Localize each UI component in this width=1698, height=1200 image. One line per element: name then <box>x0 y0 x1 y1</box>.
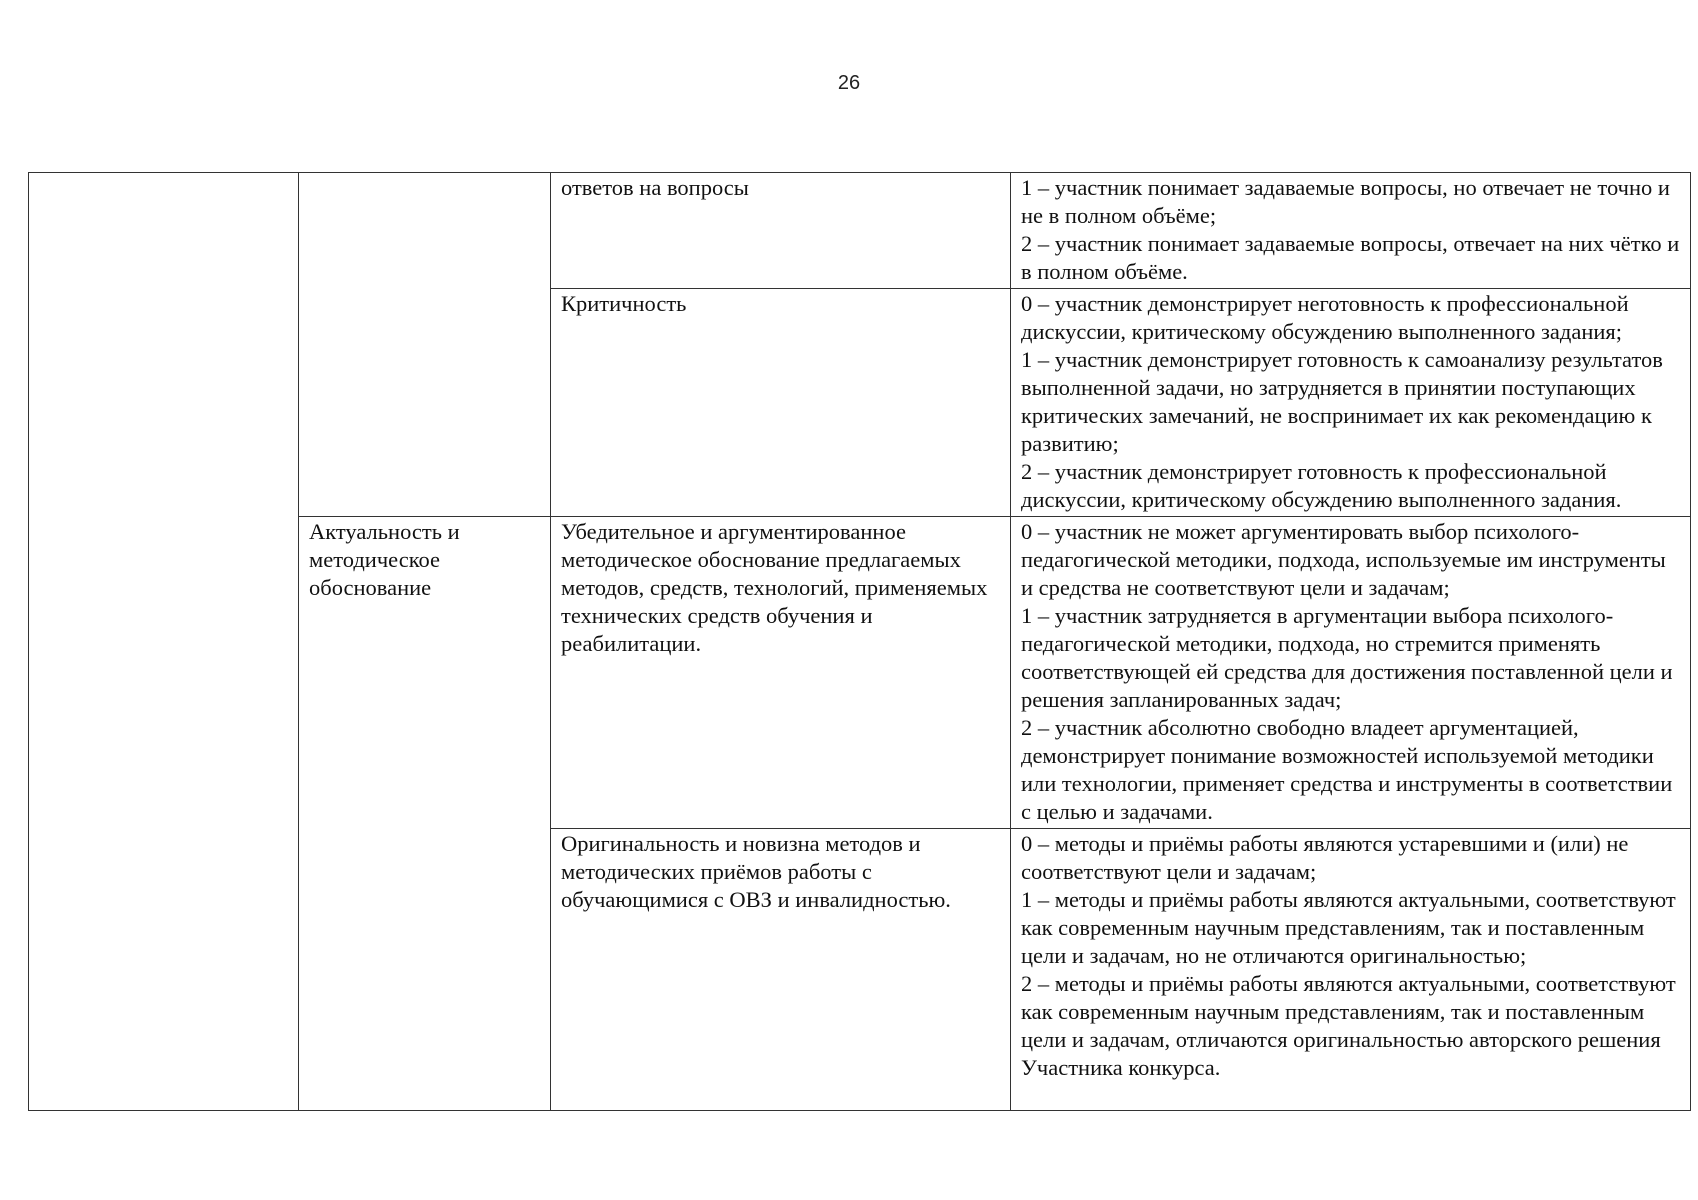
score-line: 0 – участник не может аргументировать выбор психолого-педагогической методики, подхода, используемые им инструменты и средства не соответствуют цели и задачам; <box>1021 519 1666 600</box>
score-line: 2 – участник демонстрирует готовность к профессиональной дискуссии, критическому обсуждению выполненного задания. <box>1021 459 1622 512</box>
score-line: 2 – методы и приёмы работы являются актуальными, соответствуют как современным научным представлениям, так и поставленным цели и задачам, отличаются оригинальностью авторского решения Участника конкурса. <box>1021 971 1676 1080</box>
empty-section-cell <box>29 173 299 1111</box>
score-cell <box>1011 173 1691 289</box>
criteria-table <box>28 172 1691 1111</box>
indicator-cell: Критичность <box>551 289 1011 517</box>
score-line: 1 – методы и приёмы работы являются актуальными, соответствуют как современным научным представлениям, так и поставленным цели и задачам, но не отличаются оригинальностью; <box>1021 887 1676 968</box>
score-cell <box>1011 289 1691 517</box>
page-number: 26 <box>837 72 861 94</box>
score-line: 1 – участник затрудняется в аргументации выбора психолого-педагогической методики, подхода, но стремится применять соответствующей ей средства для достижения поставленной цели и решения запланированных задач; <box>1021 603 1673 712</box>
score-line: 2 – участник абсолютно свободно владеет аргументацией, демонстрирует понимание возможностей используемой методики или технологии, применяет средства и инструменты в соответствии с целью и задачами. <box>1021 715 1673 824</box>
score-line: 1 – участник демонстрирует готовность к самоанализу результатов выполненной задачи, но затрудняется в принятии поступающих критических замечаний, не воспринимает их как рекомендацию к развитию; <box>1021 347 1663 456</box>
indicator-cell: Убедительное и аргументированное методическое обоснование предлагаемых методов, средств, технологий, применяемых технических средств обучения и реабилитации. <box>551 517 1011 829</box>
score-cell <box>1011 517 1691 829</box>
criterion-cell: Актуальность и методическое обоснование <box>299 517 551 1111</box>
indicator-cell: ответов на вопросы <box>551 173 1011 289</box>
table-row <box>29 173 1691 289</box>
score-cell <box>1011 829 1691 1111</box>
empty-criterion-cell <box>299 173 551 517</box>
score-line: 1 – участник понимает задаваемые вопросы, но отвечает не точно и не в полном объёме; <box>1021 175 1670 228</box>
score-line: 0 – методы и приёмы работы являются устаревшими и (или) не соответствуют цели и задачам; <box>1021 831 1629 884</box>
score-line: 0 – участник демонстрирует неготовность к профессиональной дискуссии, критическому обсуждению выполненного задания; <box>1021 291 1629 344</box>
indicator-cell: Оригинальность и новизна методов и методических приёмов работы с обучающимися с ОВЗ и инвалидностью. <box>551 829 1011 1111</box>
score-line: 2 – участник понимает задаваемые вопросы, отвечает на них чётко и в полном объёме. <box>1021 231 1680 284</box>
